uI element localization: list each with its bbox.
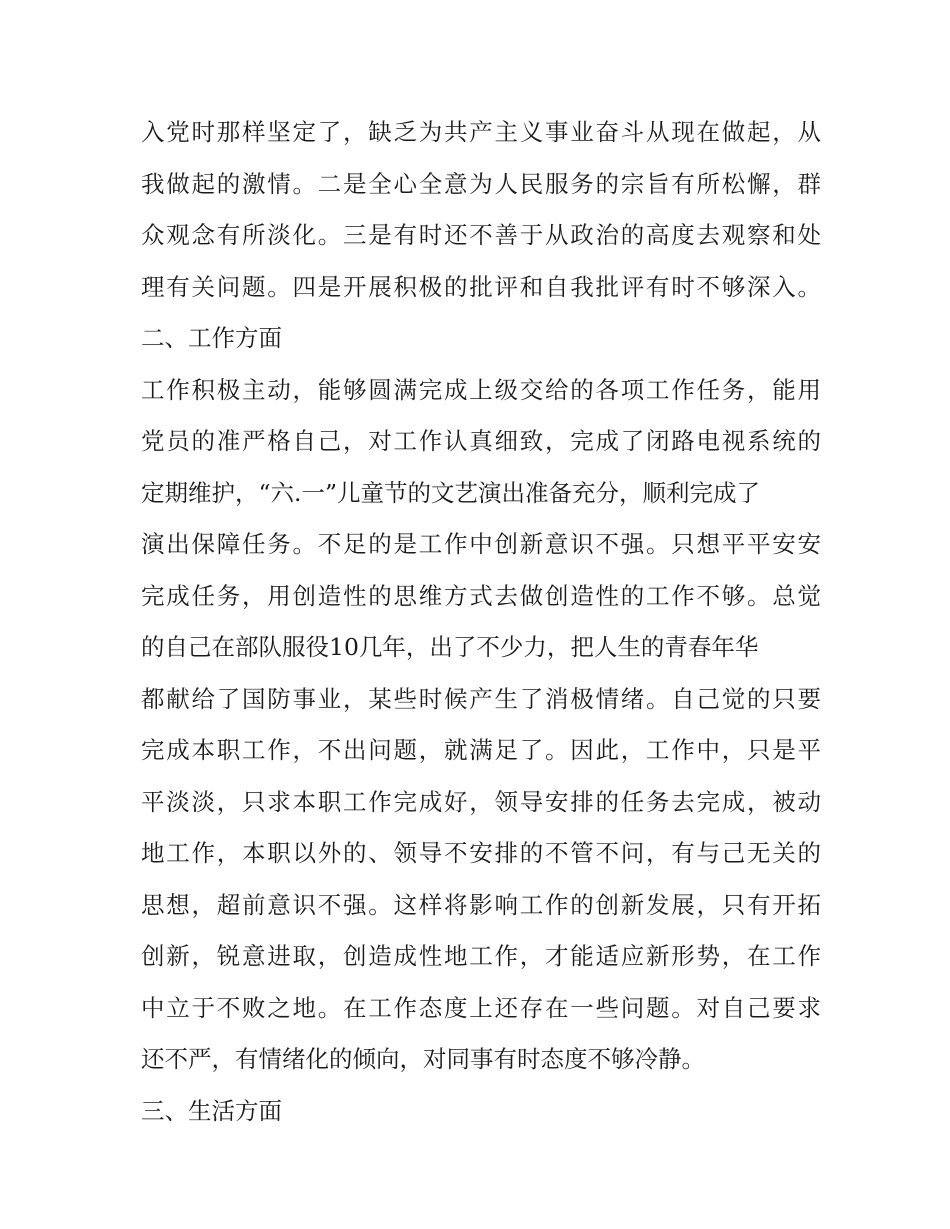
section-heading: 三、生活方面 <box>141 1096 282 1125</box>
text-line: 还不严，有情绪化的倾向，对同事有时态度不够冷静。 <box>141 1045 705 1073</box>
text-line: 理有关问题。四是开展积极的批评和自我批评有时不够深入。 <box>141 272 821 301</box>
text-line: 工作积极主动，能够圆满完成上级交给的各项工作任务，能用 <box>141 375 821 404</box>
text-line: 定期维护，“六.一”儿童节的文艺演出准备充分，顺利完成了 <box>141 478 760 507</box>
text-line: 众观念有所淡化。三是有时还不善于从政治的高度去观察和处 <box>141 221 821 249</box>
text-line: 的自己在部队服役10几年，出了不少力，把人生的青春年华 <box>141 633 759 661</box>
document-body <box>141 107 821 1137</box>
text-line: 地工作，本职以外的、领导不安排的不管不问，有与己无关的 <box>141 839 821 867</box>
text-line: 创新，锐意进取，创造成性地工作，才能适应新形势，在工作 <box>141 942 821 970</box>
text-line: 完成任务，用创造性的思维方式去做创造性的工作不够。总觉 <box>141 581 821 610</box>
text-line: 中立于不败之地。在工作态度上还存在一些问题。对自己要求 <box>141 993 821 1022</box>
text-line: 平淡淡，只求本职工作完成好，领导安排的任务去完成，被动 <box>141 787 821 816</box>
text-line: 党员的准严格自己，对工作认真细致，完成了闭路电视系统的 <box>141 427 821 455</box>
text-line: 入党时那样坚定了，缺乏为共产主义事业奋斗从现在做起，从 <box>141 118 821 146</box>
text-line: 完成本职工作，不出问题，就满足了。因此，工作中，只是平 <box>141 736 821 764</box>
text-line: 思想，超前意识不强。这样将影响工作的创新发展，只有开拓 <box>141 890 821 919</box>
section-heading: 二、工作方面 <box>141 324 282 352</box>
text-line: 演出保障任务。不足的是工作中创新意识不强。只想平平安安 <box>141 530 821 558</box>
text-line: 我做起的激情。二是全心全意为人民服务的宗旨有所松懈，群 <box>141 169 821 198</box>
text-line: 都献给了国防事业，某些时候产生了消极情绪。自己觉的只要 <box>141 684 821 713</box>
